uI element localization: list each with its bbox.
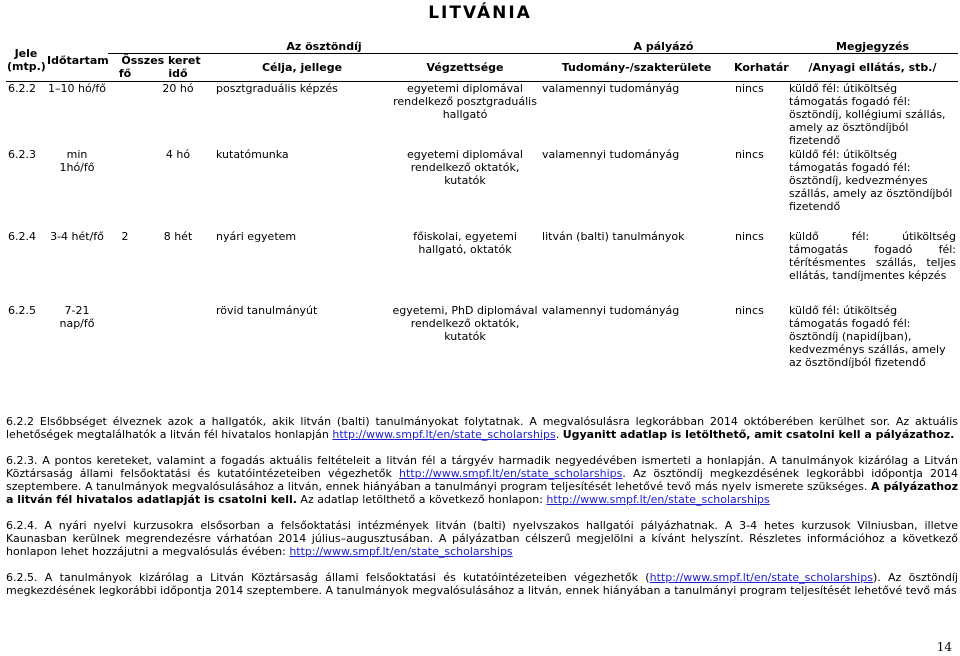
cell-korhatár: nincs (735, 303, 764, 317)
note-bold-text: Ugyanitt adatlap is letölthető, amit csatolni kell a pályázathoz. (562, 428, 955, 442)
cell-fő (108, 304, 142, 384)
cell-megjegyzés: küldő fél: útiköltség támogatás fogadó fél: ösztöndíj, kollégiumi szállás, amely az ösztöndíjból fizetendő (789, 81, 946, 148)
cell-jele: 6.2.3 (8, 147, 36, 161)
table-row (6, 81, 958, 148)
note-6-2-2 (6, 415, 958, 442)
note-number: 6.2.5. (6, 570, 38, 584)
note-text: A nyári nyelvi kurzusokra elsősorban a felsőoktatási intézmények litván (balti) nyelvszakos hallgatói pályázhatnak. A 3-4 hetes kurzusok Vilniusban, illetve Kaunasban kerülnek megrendezésre várhatóan 2014 július–augusztusában. A pályázatban célszerű megjelölni a kívánt helyszínt. Részletes információhoz a következő honlapon lehet hozzájutni a megvalósulás évében: (6, 518, 958, 559)
cell-fő (108, 81, 142, 148)
cell-időtartam: min 1hó/fő (59, 147, 95, 174)
cell-célja: kutatómunka (216, 147, 289, 161)
scholarship-link[interactable]: http://www.smpf.lt/en/state_scholarships (332, 428, 556, 442)
group-pályázó: A pályázó (540, 40, 787, 54)
cell-célja: rövid tanulmányút (216, 303, 318, 317)
cell-idő: 8 hét (163, 229, 193, 243)
table-row (6, 304, 958, 384)
cell-jele: 6.2.5 (8, 303, 36, 317)
col-idő: idő (142, 67, 214, 81)
note-text: Az adatlap letölthető a következő honlapon: (296, 493, 547, 507)
table-row (6, 148, 958, 230)
notes-section (6, 415, 958, 597)
note-text: . (555, 428, 563, 442)
cell-idő (142, 304, 214, 384)
group-megjegyzés: Megjegyzés (787, 40, 958, 54)
col-célja: Célja, jellege (214, 54, 390, 81)
col-időtartam: Időtartam (46, 40, 108, 81)
cell-végzettsége: főiskolai, egyetemi hallgató, oktatók (413, 229, 517, 256)
scholarship-link[interactable]: http://www.smpf.lt/en/state_scholarships (546, 493, 770, 507)
col-korhatár: Korhatár (733, 54, 787, 81)
note-6-2-4 (6, 519, 958, 559)
cell-korhatár: nincs (735, 81, 764, 95)
note-text: Elsőbbséget élveznek azok a hallgatók, akik litván (balti) tanulmányokat folytatnak. A megvalósulásra legkorábban 2014 októberében kerülhet sor. Az aktuális lehetőségek megtalálhatók a litván fél hivatalos honlapján (6, 415, 958, 442)
cell-időtartam: 7-21 nap/fő (59, 303, 95, 330)
col-tudomány: Tudomány-/szakterülete (540, 54, 733, 81)
cell-célja: nyári egyetem (216, 229, 297, 243)
cell-jele: 6.2.2 (8, 81, 36, 95)
note-number: 6.2.3. (6, 453, 38, 467)
scholarship-link[interactable]: http://www.smpf.lt/en/state_scholarships (289, 545, 513, 559)
cell-korhatár: nincs (735, 147, 764, 161)
cell-fő (108, 148, 142, 230)
cell-tudomány: valamennyi tudományág (542, 81, 680, 95)
cell-jele: 6.2.4 (8, 229, 36, 243)
cell-korhatár: nincs (735, 229, 764, 243)
cell-végzettsége: egyetemi diplomával rendelkező posztgraduális hallgató (393, 81, 537, 122)
page-title: LITVÁNIA (428, 3, 532, 23)
scholarship-table (6, 40, 958, 384)
note-bold-text: A pályázathoz a litván fél hivatalos adatlapját is csatolni kell. (6, 480, 958, 507)
page-number: 14 (936, 640, 952, 654)
col-végzettsége: Végzettsége (390, 54, 540, 81)
col-fő: fő (108, 67, 142, 81)
note-text: A tanulmányok kizárólag a Litván Köztársaság állami felsőoktatási és kutatóintézeteiben végezhetők ( (37, 570, 650, 584)
cell-megjegyzés: küldő fél: útiköltség támogatás fogadó fél: ösztöndíj, kedvezményes szállás, amely az ösztöndíjból fizetendő (789, 147, 953, 214)
cell-idő: 20 hó (162, 81, 194, 95)
col-összes-keret: Összes keret (121, 54, 201, 68)
note-text: . Az ösztöndíj megkezdésének legkorábbi időpontja 2014 szeptembere. A tanulmányok megvalósulásához a litván, ennek hiányában a tanulmányi program teljesítését lehetővé tevő más nyelv ismerete szükséges. (6, 466, 958, 494)
scholarship-link[interactable]: http://www.smpf.lt/en/state_scholarships (649, 570, 873, 584)
cell-idő: 4 hó (165, 147, 191, 161)
header-sub-row (6, 54, 958, 68)
note-text: A pontos kereteket, valamint a fogadás aktuális feltételeit a litván fél a tárgyév harmadik negyedévében ismerteti a honlapján. A tanulmányok kizárólag a Litván Köztársaság állami felsőoktatási és kutatóintézeteiben végezhetők (6, 453, 958, 480)
note-number: 6.2.2 (6, 415, 34, 428)
cell-tudomány: litván (balti) tanulmányok (542, 229, 685, 243)
cell-végzettsége: egyetemi diplomával rendelkező oktatók, kutatók (407, 147, 523, 188)
cell-tudomány: valamennyi tudományág (542, 147, 680, 161)
cell-célja: posztgraduális képzés (216, 81, 338, 95)
note-text: ). Az ösztöndíj megkezdésének legkorábbi időpontja 2014 szeptembere. A tanulmányok megvalósulásához a litván, ennek hiányában a tanulmányi program teljesítését lehetővé tevő más (6, 570, 958, 597)
cell-megjegyzés: küldő fél: útiköltség támogatás fogadó fél: térítésmentes szállás, teljes ellátás, tandíjmentes képzés (789, 229, 957, 283)
cell-időtartam: 1–10 hó/fő (48, 81, 107, 95)
header-group-row (6, 40, 958, 54)
cell-végzettsége: egyetemi, PhD diplomával rendelkező oktatók, kutatók (392, 303, 538, 344)
cell-fő: 2 (121, 229, 129, 243)
note-6-2-5 (6, 571, 958, 598)
note-6-2-3 (6, 454, 958, 507)
group-ösztöndíj: Az ösztöndíj (108, 40, 540, 54)
scholarship-link[interactable]: http://www.smpf.lt/en/state_scholarships (399, 466, 623, 480)
table-row (6, 230, 958, 304)
col-anyagi: /Anyagi ellátás, stb./ (787, 54, 958, 81)
note-number: 6.2.4. (6, 518, 38, 532)
col-jele: Jele (mtp.) (6, 40, 46, 81)
cell-tudomány: valamennyi tudományág (542, 303, 680, 317)
cell-időtartam: 3-4 hét/fő (50, 229, 104, 243)
cell-megjegyzés: küldő fél: útiköltség támogatás fogadó fél: ösztöndíj (napidíjban), kedvezménys szállás, amely az ösztöndíjból fizetendő (789, 303, 946, 370)
